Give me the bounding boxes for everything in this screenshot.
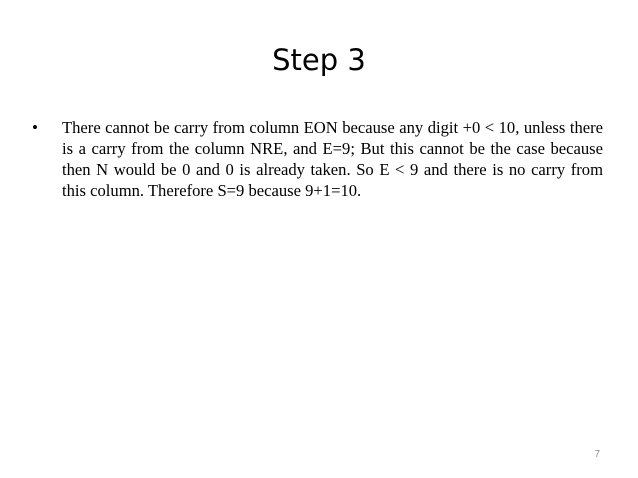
page-number: 7 xyxy=(594,449,600,460)
slide-title: Step 3 xyxy=(272,43,366,77)
bullet-text: There cannot be carry from column EON because any digit +0 < 10, unless there is a carry from the column NRE, and E=9; But this cannot be the case because then N would be 0 and 0 is already taken. So E < 9 and there is no carry from this column. Therefore S=9 because 9+1=10. xyxy=(62,118,603,200)
bullet-marker: • xyxy=(32,118,38,137)
